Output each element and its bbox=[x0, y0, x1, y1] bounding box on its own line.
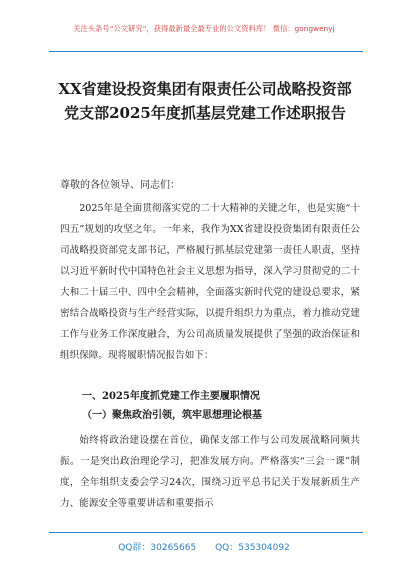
document-title: XX省建设投资集团有限责任公司战略投资部党支部2025年度抓基层党建工作述职报告 bbox=[58, 80, 352, 122]
footer-divider bbox=[49, 532, 363, 533]
subsection-heading: （一）聚焦政治引领，筑牢思想理论根基 bbox=[82, 410, 262, 421]
footer-qq-group: QQ群：30265665 bbox=[118, 543, 197, 553]
salutation: 尊敬的各位领导、同志们： bbox=[60, 180, 180, 191]
banner-divider bbox=[49, 51, 363, 52]
banner-text: 关注头条号“公文研究”，获得最新最全最专业的公文资料库！ 微信：gongwenyj bbox=[73, 24, 335, 33]
body-paragraph: 始终将政治建设摆在首位，确保支部工作与公司发展战略同频共振。一是突出政治理论学习，把准发展方向。严格落实“三会一课”制度，全年组织支委会学习24次，围绕习近平总书记关于发展新质生产力、能源安全等重要讲话和重要指示 bbox=[60, 435, 360, 509]
footer-qq: QQ：535304092 bbox=[215, 543, 290, 553]
footer bbox=[0, 540, 408, 553]
section-heading: 一、2025年度抓党建工作主要履职情况 bbox=[82, 391, 260, 402]
intro-paragraph: 2025年是全面贯彻落实党的二十大精神的关键之年，也是实施“十四五”规划的攻坚之年。一年来，我作为XX省建设投资集团有限责任公司战略投资部党支部书记，严格履行抓基层党建第一责任人职责，坚持以习近平新时代中国特色社会主义思想为指导，深入学习贯彻党的二十大和二十届三中、四中全会精神，全面落实新时代党的建设总要求，紧密结合战略投资与生产经营实际，以提升组织力为重点，着力推动党建工作与业务工作深度融合，为公司高质量发展提供了坚强的政治保证和组织保障。现将履职情况报告如下： bbox=[60, 203, 360, 361]
